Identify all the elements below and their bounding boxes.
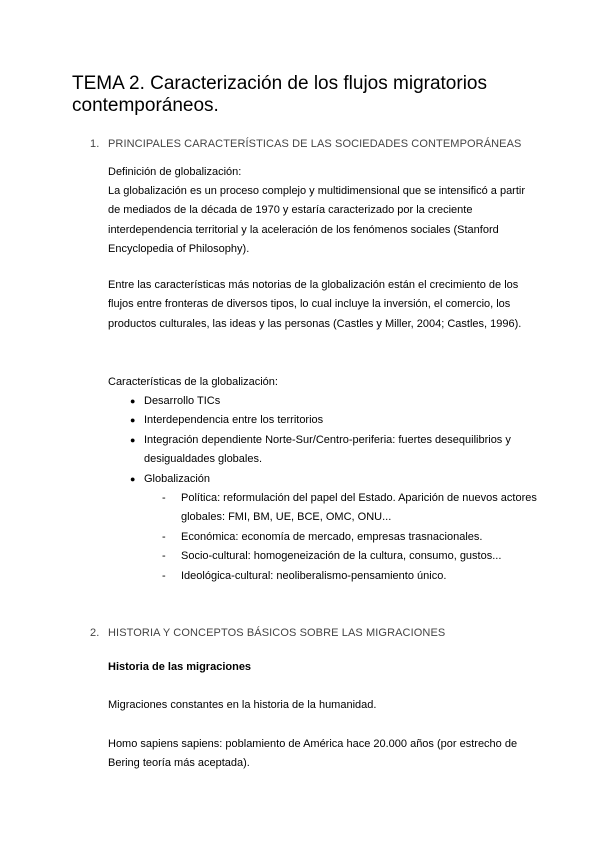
sub-list-item-text: Socio-cultural: homogeneización de la cultura, consumo, gustos... xyxy=(181,550,502,563)
globalization-sublist xyxy=(144,489,538,586)
paragraph-migrations: Migraciones constantes en la historia de la humanidad. xyxy=(108,699,377,711)
list-item xyxy=(108,392,538,411)
section-2-number: 2. xyxy=(90,627,100,639)
paragraph-characteristics: Entre las características más notorias de la globalización están el crecimiento de los flujos entre fronteras de diversos tipos, lo cual incluye la inversión, el comercio, los productos culturales, las ideas y las personas (Castles y Miller, 2004; Castles, 1996). xyxy=(108,279,522,330)
sub-list-item xyxy=(144,567,538,586)
bullet-icon: ● xyxy=(130,473,136,484)
list-label: Características de la globalización: xyxy=(108,376,278,388)
dash-icon: - xyxy=(162,492,166,505)
definition-text: La globalización es un proceso complejo y multidimensional que se intensificó a partir de mediados de la década de 1970 y estaría caracterizado por la creciente interdependencia territorial y la aceleración de los fenómenos sociales (Stanford Encyclopedia of Philosophy). xyxy=(108,185,526,256)
section-2-heading xyxy=(90,626,445,640)
bullet-icon: ● xyxy=(130,434,136,445)
list-item xyxy=(108,470,538,586)
characteristics-list xyxy=(108,392,538,586)
list-item xyxy=(108,431,538,470)
sub-list-item-text: Ideológica-cultural: neoliberalismo-pensamiento único. xyxy=(181,569,447,582)
list-item xyxy=(108,411,538,430)
bullet-icon: ● xyxy=(130,396,136,406)
section-1-heading xyxy=(90,137,522,151)
section-1-title: PRINCIPALES CARACTERÍSTICAS DE LAS SOCIEDADES CONTEMPORÁNEAS xyxy=(108,138,522,150)
sub-list-item-text: Política: reformulación del papel del Estado. Aparición de nuevos actores globales: FMI, BM, UE, BCE, OMC, ONU... xyxy=(181,492,537,524)
list-item-text: Interdependencia entre los territorios xyxy=(144,414,324,427)
bullet-icon: ● xyxy=(130,415,136,426)
list-item-text: Integración dependiente Norte-Sur/Centro-periferia: fuertes desequilibrios y desigualdades globales. xyxy=(144,433,511,466)
definition-label: Definición de globalización: xyxy=(108,166,242,178)
dash-icon: - xyxy=(162,550,166,563)
paragraph-homo-sapiens: Homo sapiens sapiens: poblamiento de América hace 20.000 años (por estrecho de Bering teoría más aceptada). xyxy=(108,738,518,770)
sub-list-item xyxy=(144,489,538,528)
section-2-title: HISTORIA Y CONCEPTOS BÁSICOS SOBRE LAS MIGRACIONES xyxy=(108,627,446,639)
section-1-number: 1. xyxy=(90,138,100,150)
dash-icon: - xyxy=(162,530,166,543)
subheading-history: Historia de las migraciones xyxy=(108,661,252,673)
list-item-text: Globalización xyxy=(144,472,211,485)
sub-list-item xyxy=(144,528,538,547)
sub-list-item-text: Económica: economía de mercado, empresas trasnacionales. xyxy=(181,530,483,543)
page-title: TEMA 2. Caracterización de los flujos migratorios contemporáneos. xyxy=(72,73,487,116)
list-item-text: Desarrollo TICs xyxy=(144,395,221,407)
dash-icon: - xyxy=(162,569,166,582)
sub-list-item xyxy=(144,547,538,566)
